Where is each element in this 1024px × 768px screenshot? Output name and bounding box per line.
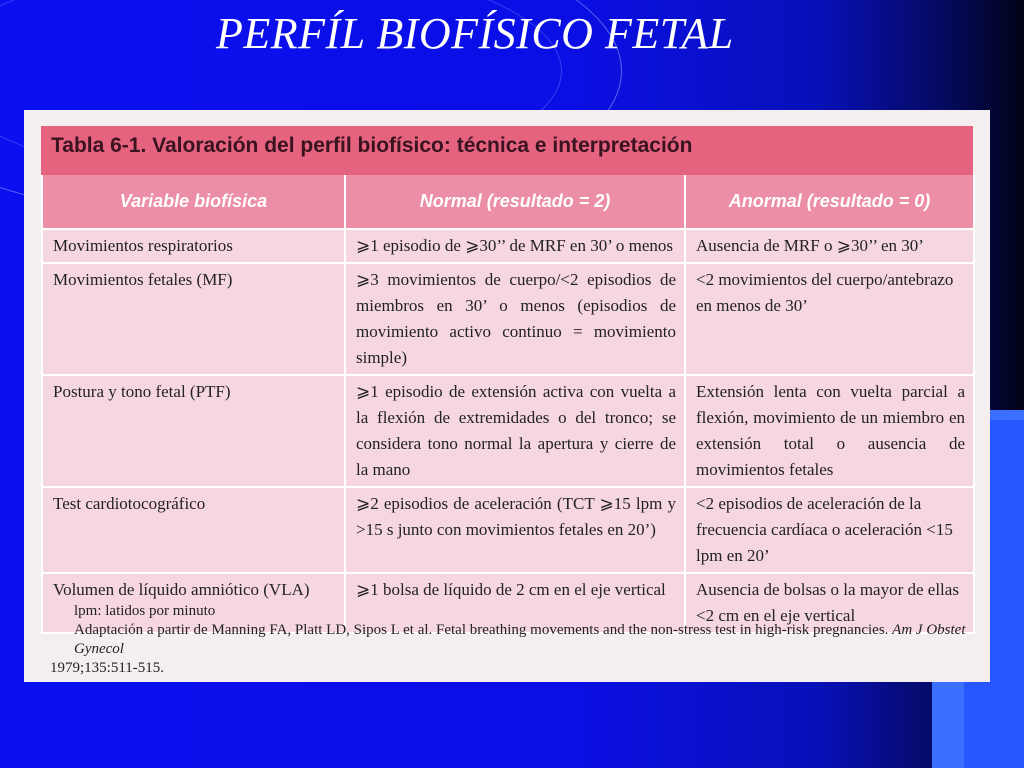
header-normal: Normal (resultado = 2) bbox=[345, 175, 685, 229]
table-footnotes bbox=[50, 602, 980, 678]
footnote-source-text: Adaptación a partir de Manning FA, Platt LD, Sipos L et al. Fetal breathing movements and the non-stress test in high-risk pregnancies. bbox=[74, 622, 889, 638]
table-row bbox=[42, 263, 974, 375]
cell-abnormal: Extensión lenta con vuelta parcial a flexión, movimiento de un miembro en extensión total o ausencia de movimientos fetales bbox=[685, 375, 974, 487]
cell-abnormal: Ausencia de MRF o ⩾30’’ en 30’ bbox=[685, 229, 974, 263]
cell-normal: ⩾1 episodio de ⩾30’’ de MRF en 30’ o menos bbox=[345, 229, 685, 263]
footnote-abbreviation: lpm: latidos por minuto bbox=[74, 603, 216, 619]
table-row bbox=[42, 229, 974, 263]
table-title: Tabla 6-1. Valoración del perfil biofísico: técnica e interpretación bbox=[41, 126, 973, 175]
cell-variable: Test cardiotocográfico bbox=[42, 487, 345, 573]
scanned-table-image bbox=[24, 110, 990, 682]
cell-variable: Volumen de líquido amniótico (VLA) bbox=[42, 573, 345, 633]
biophysical-profile-table bbox=[41, 175, 975, 634]
header-abnormal: Anormal (resultado = 0) bbox=[685, 175, 974, 229]
table-row bbox=[42, 487, 974, 573]
cell-normal: ⩾1 bolsa de líquido de 2 cm en el eje vertical bbox=[345, 573, 685, 633]
cell-normal: ⩾2 episodios de aceleración (TCT ⩾15 lpm y >15 s junto con movimientos fetales en 20’) bbox=[345, 487, 685, 573]
cell-abnormal: Ausencia de bolsas o la mayor de ellas <2 cm en el eje vertical bbox=[685, 573, 974, 633]
footnote-source bbox=[50, 621, 980, 659]
cell-variable: Movimientos fetales (MF) bbox=[42, 263, 345, 375]
cell-abnormal: <2 episodios de aceleración de la frecuencia cardíaca o aceleración <15 lpm en 20’ bbox=[685, 487, 974, 573]
cell-variable: Postura y tono fetal (PTF) bbox=[42, 375, 345, 487]
cell-variable: Movimientos respiratorios bbox=[42, 229, 345, 263]
header-variable: Variable biofísica bbox=[42, 175, 345, 229]
slide-title: PERFÍL BIOFÍSICO FETAL bbox=[216, 9, 734, 58]
table-row bbox=[42, 375, 974, 487]
cell-normal: ⩾3 movimientos de cuerpo/<2 episodios de miembros en 30’ o menos (episodios de movimiento activo continuo = movimiento simple) bbox=[345, 263, 685, 375]
cell-normal: ⩾1 episodio de extensión activa con vuelta a la flexión de extremidades o del tronco; se considera tono normal la apertura y cierre de la mano bbox=[345, 375, 685, 487]
table-header-row bbox=[42, 175, 974, 229]
cell-abnormal: <2 movimientos del cuerpo/antebrazo en menos de 30’ bbox=[685, 263, 974, 375]
footnote-journal: Am J Obstet Gynecol bbox=[74, 622, 966, 657]
footnote-year: 1979;135:511-515. bbox=[50, 660, 165, 676]
